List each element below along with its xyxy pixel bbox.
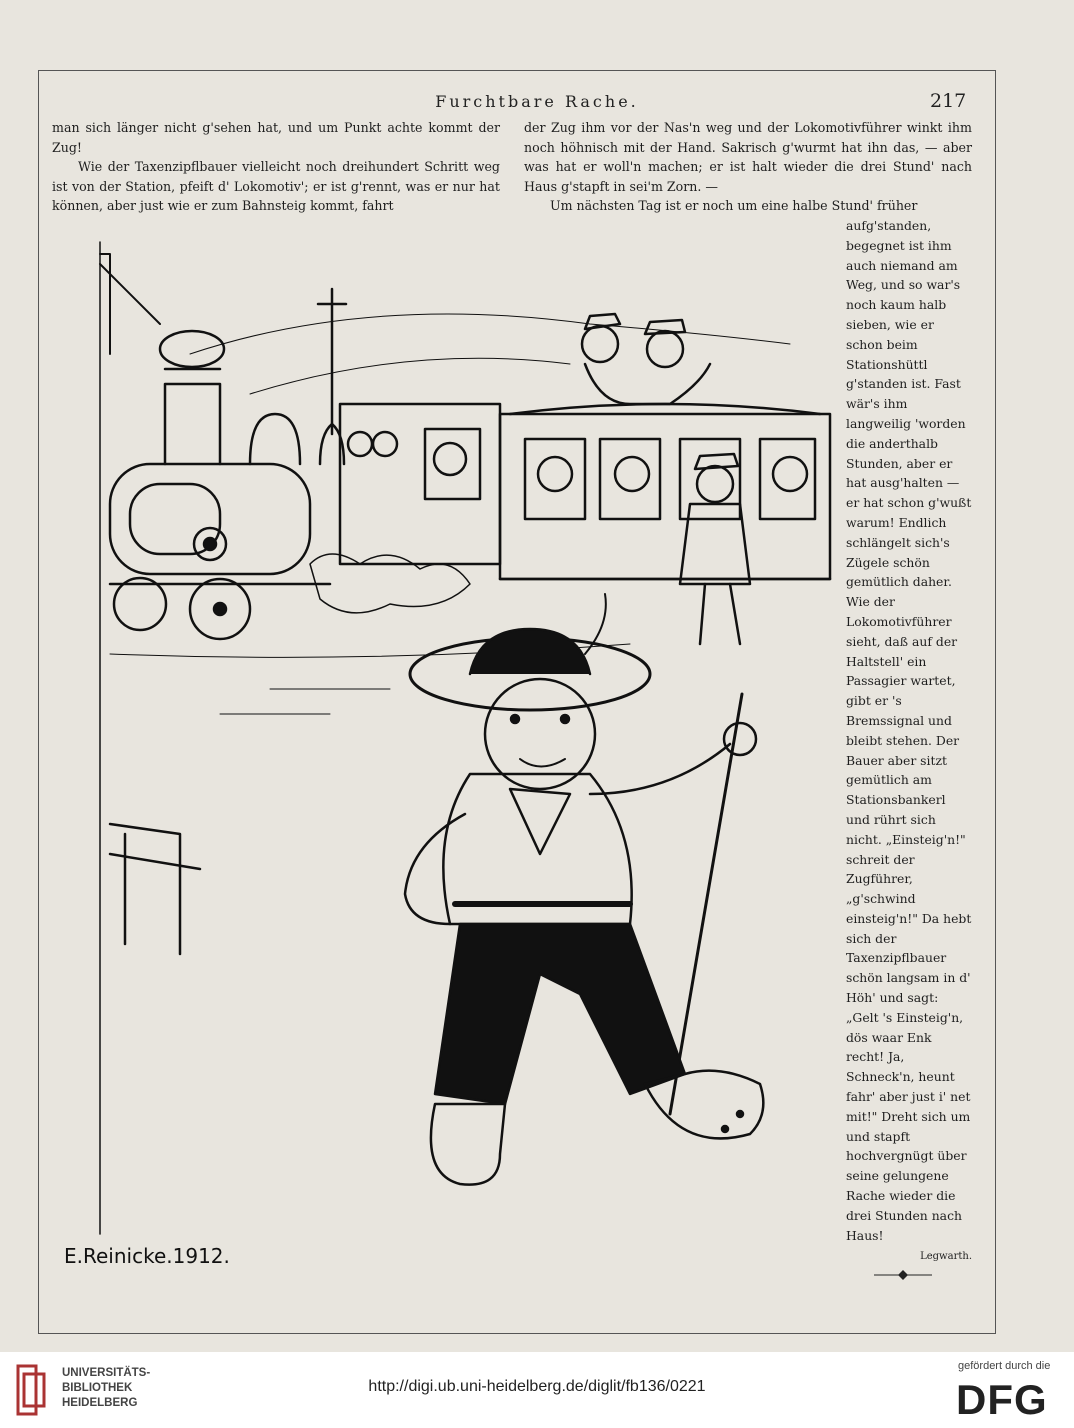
artist-signature: E.Reinicke.1912. [64, 1244, 230, 1268]
left-column [52, 118, 500, 216]
paragraph: der Zug ihm vor der Nas'n weg und der Lokomotivführer winkt ihm noch höhnisch mit der Hand. Sakrisch g'wurmt hat ihn das, — aber was hat er woll'n machen; er ist halt wieder die drei Stund' nach Haus g'stapft in sei'm Zorn. — [524, 120, 972, 194]
footer-bar [0, 1352, 1074, 1428]
dfg-logo: DFG [956, 1376, 1048, 1423]
cartoon-illustration [70, 234, 842, 1284]
author-credit: Legwarth. [920, 1251, 972, 1263]
right-column-top [524, 118, 972, 216]
right-column-narrow [846, 216, 972, 1267]
funded-by-label: gefördert durch die [958, 1360, 1051, 1372]
university-line: BIBLIOTHEK [62, 1382, 133, 1394]
paragraph: man sich länger nicht g'sehen hat, und um Punkt achte kommt der Zug! [52, 120, 500, 155]
paragraph: aufg'standen, begegnet ist ihm auch niemand am Weg, und so war's noch kaum halb sieben, wie er schon beim Stationshüttl g'standen ist. Fast wär's ihm langweilig 'worden die anderthalb Stunden, aber er hat ausg'halten — er hat schon g'wußt warum! Endlich schlängelt sich's Zügele schön gemütlich daher. Wie der Lokomotivführer sieht, daß auf der Haltstell' ein Passagier wartet, gibt er 's Bremssignal und bleibt stehen. Der Bauer aber sitzt gemütlich am Stationsbankerl und rührt sich nicht. „Einsteig'n!" schreit der Zugführer, „g'schwind einsteig'n!" Da hebt sich der Taxenzipflbauer schön langsam in d' Höh' und sagt: „Gelt 's Einsteig'n, dös waar Enk recht! Ja, Schneck'n, heunt fahr' aber just i' net mit!" Dreht sich um und stapft hochvergnügt über seine gelungene Rache wieder die drei Stunden nach Haus! [846, 218, 972, 1243]
paragraph: Wie der Taxenzipflbauer vielleicht noch dreihundert Schritt weg ist von der Station, pfeift d' Lokomotiv'; er ist g'rennt, was er nur hat können, aber just wie er zum Bahnsteig kommt, fahrt [52, 159, 500, 214]
university-line: HEIDELBERG [62, 1397, 138, 1409]
university-line: UNIVERSITÄTS- [62, 1367, 151, 1379]
permalink-url[interactable]: http://digi.ub.uni-heidelberg.de/diglit/fb136/0221 [368, 1378, 706, 1395]
paragraph: Um nächsten Tag ist er noch um eine halbe Stund' früher [550, 198, 918, 214]
page-number: 217 [930, 90, 967, 112]
end-ornament [872, 1268, 934, 1282]
running-title: Furchtbare Rache. [435, 92, 639, 111]
